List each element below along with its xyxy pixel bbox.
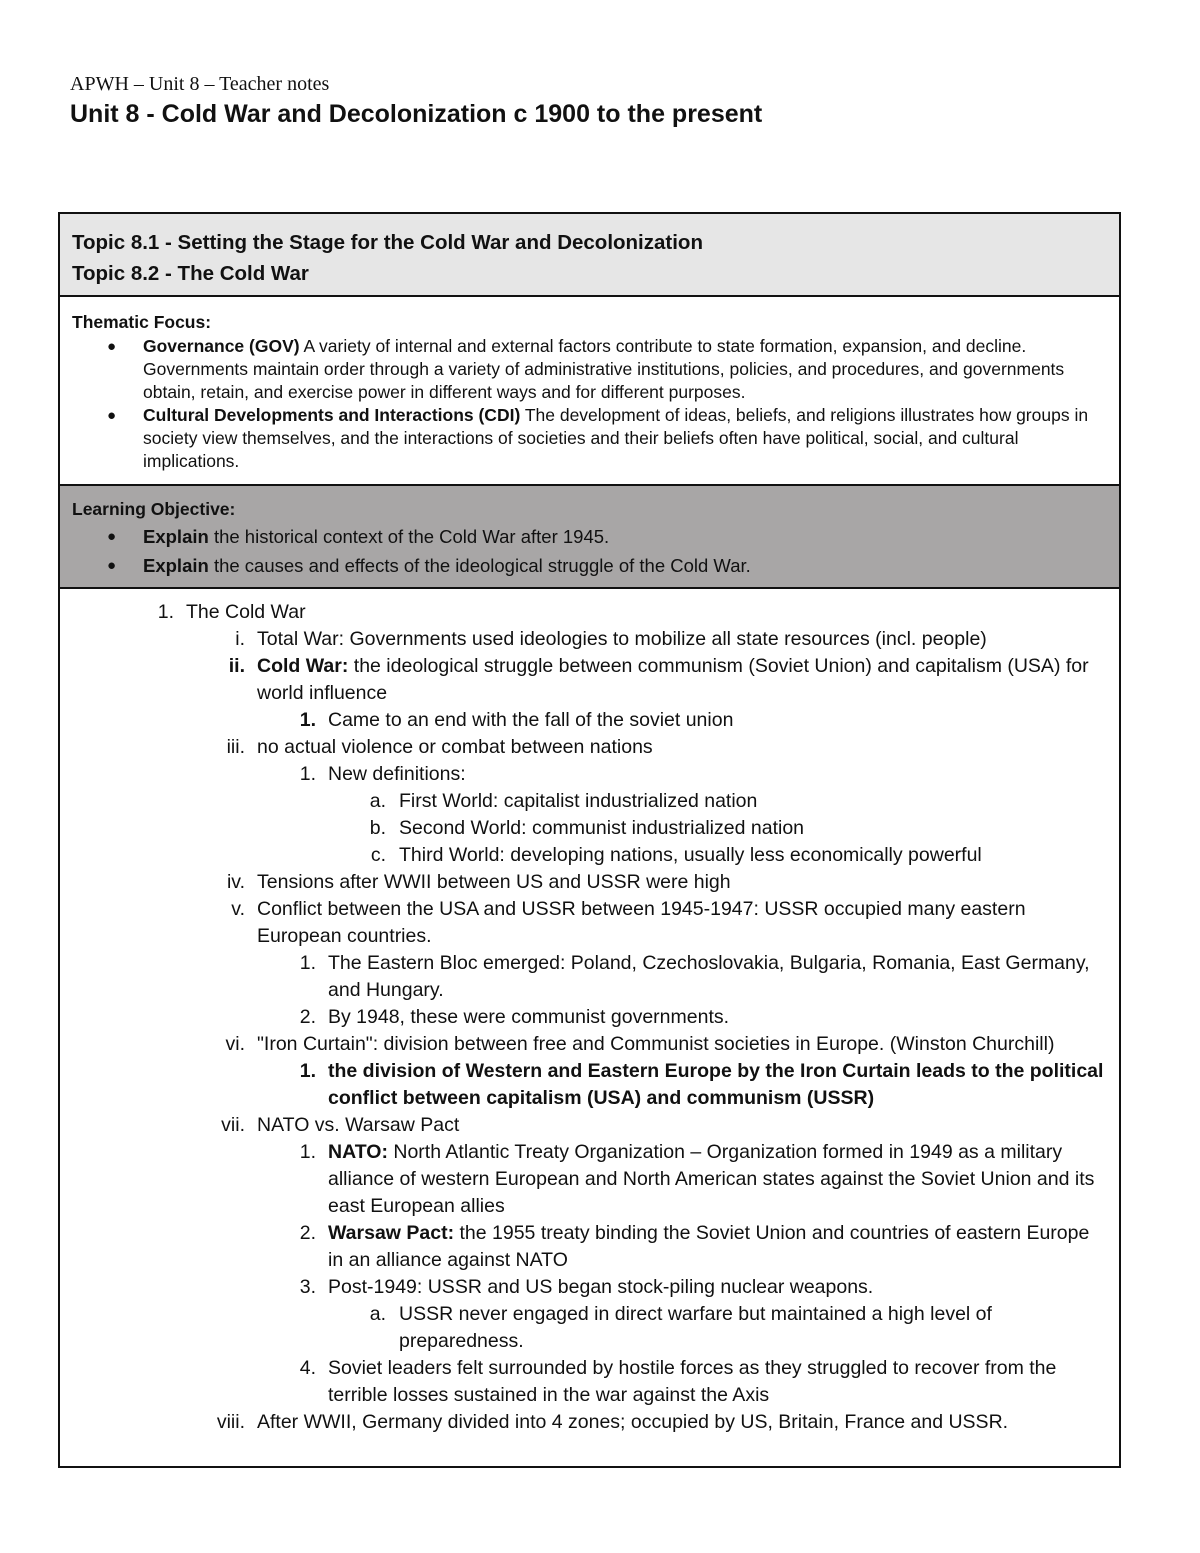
outline-row [70, 1112, 1109, 1139]
outline-text: North Atlantic Treaty Organization – Organization formed in 1949 as a military alliance of western European and North American states against the Soviet Union and its east European allies [328, 1141, 1095, 1217]
outline-text: Total War: Governments used ideologies to mobilize all state resources (incl. people) [257, 628, 987, 650]
outline-marker: a. [369, 1303, 386, 1325]
outline-marker: 4. [299, 1357, 316, 1379]
outline-term: Cold War: [257, 655, 349, 677]
learning-objective-list [72, 522, 1107, 580]
objective-text: the historical context of the Cold War after 1945. [208, 526, 610, 547]
notes-outline-section [60, 589, 1119, 1466]
outline-text: After WWII, Germany divided into 4 zones; occupied by US, Britain, France and USSR. [257, 1411, 1009, 1433]
outline-marker: b. [369, 817, 386, 839]
outline-marker: c. [370, 844, 386, 866]
outline-row [70, 842, 1109, 869]
focus-description: The development of ideas, beliefs, and religions illustrates how groups in society view themselves, and the interactions of societies and their beliefs often have political, social, and cultural implications. [143, 405, 1089, 471]
outline-row [70, 950, 1109, 1004]
thematic-focus-list [72, 335, 1107, 473]
focus-term: Governance (GOV) [143, 336, 300, 356]
thematic-focus-label: Thematic Focus: [72, 312, 212, 332]
list-item [72, 522, 1107, 551]
outline-text: Second World: communist industrialized nation [399, 817, 805, 839]
outline-row [70, 1139, 1109, 1220]
list-item [72, 335, 1107, 404]
outline-marker: 2. [299, 1222, 316, 1244]
outline-row [70, 1058, 1109, 1112]
outline-row [70, 815, 1109, 842]
learning-objective-label: Learning Objective: [72, 499, 236, 519]
outline-text: The Eastern Bloc emerged: Poland, Czechoslovakia, Bulgaria, Romania, East Germany, and Hungary. [328, 952, 1090, 1001]
outline-marker: vii. [221, 1114, 245, 1136]
outline-text: By 1948, these were communist governments. [328, 1006, 730, 1028]
outline-term: NATO: [328, 1141, 388, 1163]
outline-marker: 1. [299, 763, 316, 785]
outline-text: "Iron Curtain": division between free and Communist societies in Europe. (Winston Churchill) [257, 1033, 1055, 1055]
outline-text: New definitions: [328, 763, 466, 785]
outline-text: the division of Western and Eastern Europe by the Iron Curtain leads to the political conflict between capitalism (USA) and communism (USSR) [328, 1060, 1104, 1109]
outline-text: Post-1949: USSR and US began stock-piling nuclear weapons. [328, 1276, 874, 1298]
outline-marker: 1. [299, 1141, 316, 1163]
outline-text: no actual violence or combat between nations [257, 736, 653, 758]
objective-verb: Explain [143, 555, 209, 576]
outline-row [70, 788, 1109, 815]
outline-row [70, 734, 1109, 761]
thematic-focus-section [60, 297, 1119, 486]
outline-row [70, 1004, 1109, 1031]
outline-row [70, 1301, 1109, 1355]
outline-marker: 1. [299, 709, 316, 731]
outline-text: Tensions after WWII between US and USSR were high [257, 871, 731, 893]
outline-row [70, 1031, 1109, 1058]
outline-marker: viii. [216, 1411, 245, 1433]
outline-row [70, 626, 1109, 653]
outline-row [70, 1220, 1109, 1274]
outline-term: Warsaw Pact: [328, 1222, 455, 1244]
outline-row [70, 896, 1109, 950]
document-subtitle: APWH – Unit 8 – Teacher notes [70, 73, 330, 95]
bullet-icon: ● [107, 528, 117, 545]
outline-text: Conflict between the USA and USSR between 1945-1947: USSR occupied many eastern European countries. [257, 898, 1026, 947]
topic-8-1-heading: Topic 8.1 - Setting the Stage for the Cold War and Decolonization [72, 231, 703, 254]
outline-marker: 3. [299, 1276, 316, 1298]
outline-marker: a. [369, 790, 386, 812]
outline-marker: vi. [225, 1033, 245, 1055]
outline-text: First World: capitalist industrialized nation [399, 790, 758, 812]
notes-table [58, 212, 1121, 1468]
outline-text: The Cold War [186, 601, 306, 623]
outline-text: Came to an end with the fall of the soviet union [328, 709, 734, 731]
topic-8-2-heading: Topic 8.2 - The Cold War [72, 262, 309, 285]
outline-marker: v. [231, 898, 245, 920]
outline-marker: 1. [299, 952, 316, 974]
bullet-icon: ● [107, 557, 117, 574]
bullet-icon: ● [107, 407, 117, 424]
outline-row [70, 707, 1109, 734]
outline-marker: ii. [228, 655, 245, 677]
outline-row [70, 869, 1109, 896]
outline-marker: iii. [226, 736, 245, 758]
outline-marker: 2. [299, 1006, 316, 1028]
outline-text: USSR never engaged in direct warfare but maintained a high level of preparedness. [399, 1303, 992, 1352]
outline-row [70, 1274, 1109, 1301]
bullet-icon: ● [107, 338, 117, 355]
outline-row [70, 599, 1109, 626]
outline-text: the 1955 treaty binding the Soviet Union and countries of eastern Europe in an alliance against NATO [328, 1222, 1090, 1271]
topic-header-section [60, 214, 1119, 297]
outline-marker: 1. [299, 1060, 316, 1082]
outline-text: Third World: developing nations, usually less economically powerful [399, 844, 982, 866]
focus-description: A variety of internal and external factors contribute to state formation, expansion, and decline. Governments maintain order through a variety of administrative institutions, policies, and procedures, and governments obtain, retain, and exercise power in different ways and for different purposes. [143, 336, 1065, 402]
outline-row [70, 761, 1109, 788]
outline-text: NATO vs. Warsaw Pact [257, 1114, 460, 1136]
outline-row [70, 1409, 1109, 1436]
document-header [70, 70, 1130, 130]
focus-term: Cultural Developments and Interactions (CDI) [143, 405, 521, 425]
objective-verb: Explain [143, 526, 209, 547]
objective-text: the causes and effects of the ideological struggle of the Cold War. [208, 555, 751, 576]
learning-objective-section [60, 486, 1119, 589]
list-item [72, 404, 1107, 473]
outline-text: Soviet leaders felt surrounded by hostile forces as they struggled to recover from the terrible losses sustained in the war against the Axis [328, 1357, 1057, 1406]
outline-row [70, 1355, 1109, 1409]
outline-row [70, 653, 1109, 707]
outline-marker: iv. [226, 871, 245, 893]
outline-marker: 1. [157, 601, 174, 623]
outline-marker: i. [235, 628, 245, 650]
document-title: Unit 8 - Cold War and Decolonization c 1900 to the present [70, 100, 763, 128]
outline-text: the ideological struggle between communism (Soviet Union) and capitalism (USA) for world influence [257, 655, 1089, 704]
list-item [72, 551, 1107, 580]
